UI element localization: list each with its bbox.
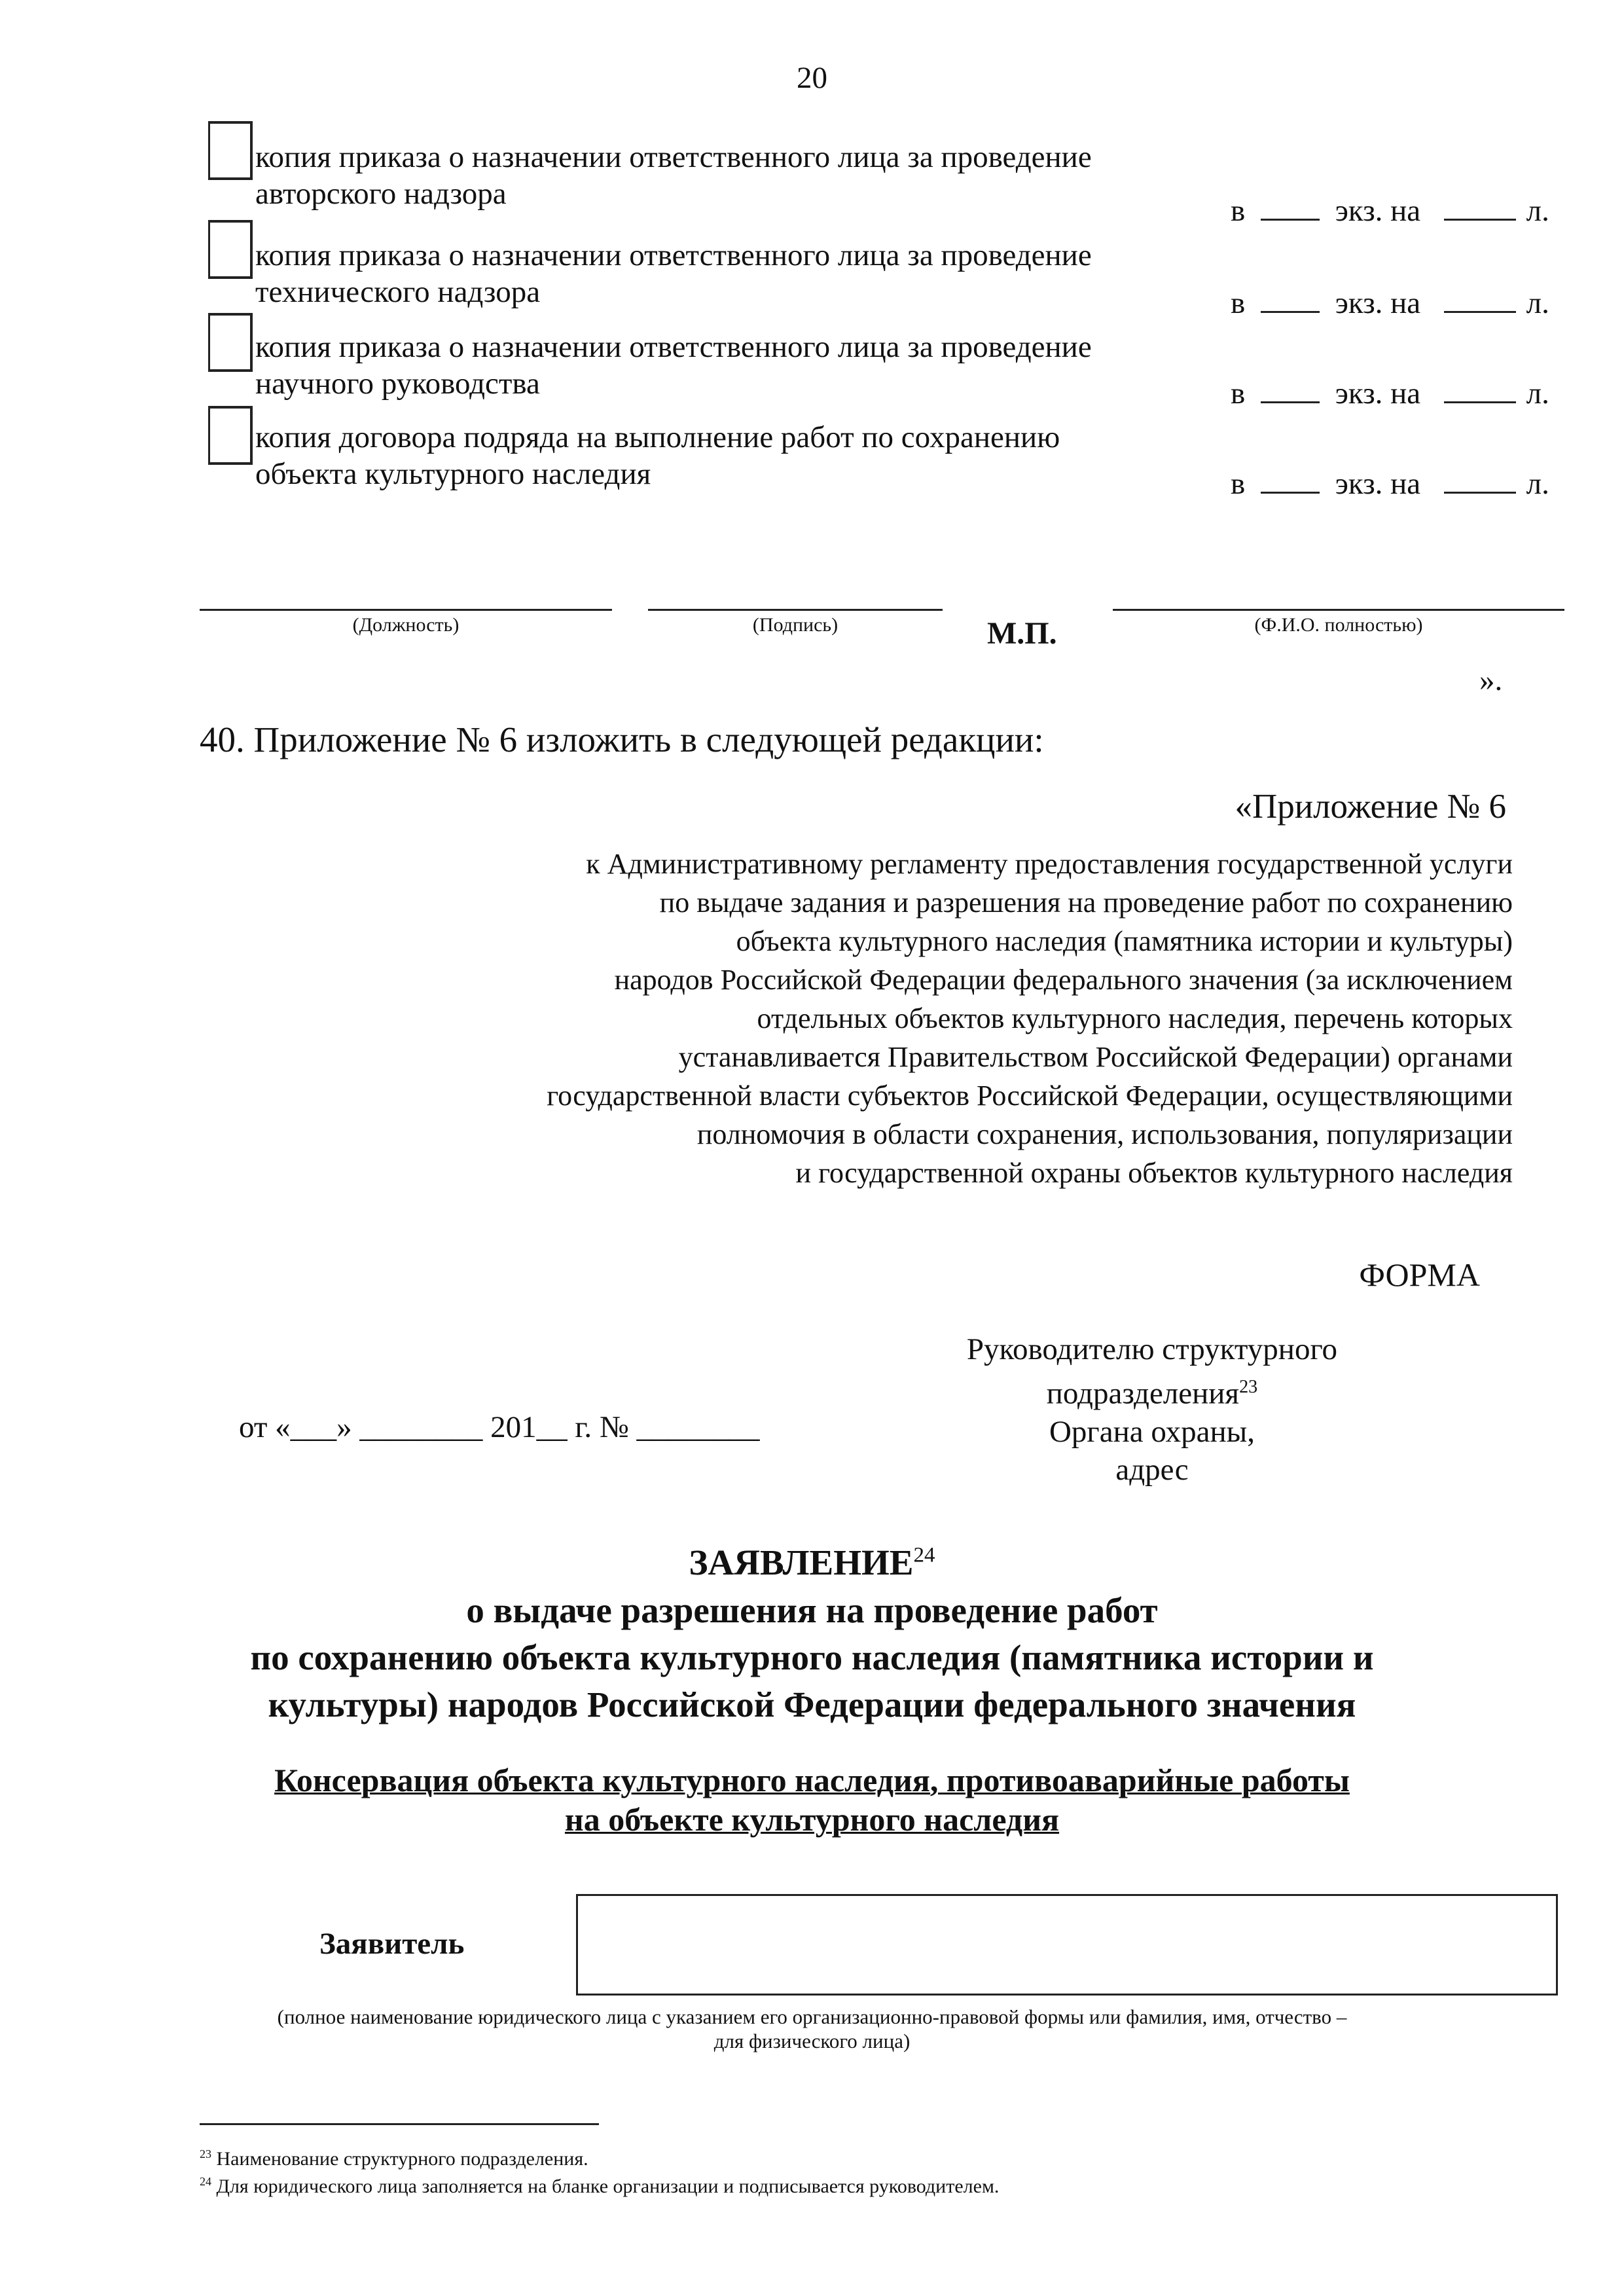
list-item <box>255 139 1204 212</box>
position-caption: (Должность) <box>352 614 460 636</box>
sheets-count-blank[interactable] <box>1444 218 1516 221</box>
sheets-count-blank[interactable] <box>1444 491 1516 494</box>
page-number: 20 <box>797 61 827 95</box>
date-number-line[interactable]: от «___» ________ 201__ г. № ________ <box>239 1410 760 1444</box>
applicant-hint: для физического лица) <box>713 2030 911 2052</box>
appendix-line: по выдаче задания и разрешения на проведение работ по сохранению <box>659 886 1513 919</box>
list-item-line: копия приказа о назначении ответственного лица за проведение <box>255 238 1092 272</box>
statement-title: ЗАЯВЛЕНИЕ$^{24}$ <box>689 1542 935 1582</box>
checkbox-contract-copy[interactable] <box>208 406 253 465</box>
footnote: $^{24}$ Для юридического лица заполняется на бланке организации и подписывается руководителем. <box>200 2175 1000 2197</box>
list-item-line: технического надзора <box>255 275 541 309</box>
applicant-input[interactable] <box>576 1894 1558 1995</box>
footnote-ref[interactable]: 23 <box>1239 1377 1258 1397</box>
list-item-line: копия договора подряда на выполнение работ по сохранению <box>255 420 1060 454</box>
checkbox-technical-supervision[interactable] <box>208 220 253 279</box>
full-name-caption: (Ф.И.О. полностью) <box>1254 614 1423 636</box>
work-type-heading: Консервация объекта культурного наследия, противоаварийные работы <box>274 1762 1350 1798</box>
full-name-line[interactable] <box>1113 609 1564 611</box>
list-item <box>255 419 1204 492</box>
copies-count-blank[interactable] <box>1261 401 1320 403</box>
statement-line: о выдаче разрешения на проведение работ <box>466 1590 1158 1630</box>
checkbox-author-supervision[interactable] <box>208 121 253 180</box>
appendix-title: «Приложение № 6 <box>1235 788 1506 826</box>
signature-line[interactable] <box>648 609 943 611</box>
addressee-line: подразделения$^{23}$ <box>1046 1376 1258 1411</box>
appendix-line: народов Российской Федерации федерального значения (за исключением <box>614 964 1513 996</box>
appendix-description <box>547 845 1513 1192</box>
copies-count-blank[interactable] <box>1261 491 1320 494</box>
appendix-line: объекта культурного наследия (памятника истории и культуры) <box>736 925 1513 957</box>
paragraph-40: 40. Приложение № 6 изложить в следующей редакции: <box>200 720 1044 759</box>
list-item-line: копия приказа о назначении ответственного лица за проведение <box>255 140 1092 174</box>
closing-quote: ». <box>1479 663 1503 697</box>
stamp-label: М.П. <box>987 616 1057 651</box>
list-item-line: объекта культурного наследия <box>255 457 651 491</box>
statement-line: культуры) народов Российской Федерации федерального значения <box>268 1685 1356 1724</box>
addressee-line: Органа охраны, <box>1049 1414 1255 1449</box>
sheets-count-blank[interactable] <box>1444 401 1516 403</box>
copies-field: в экз. на л. <box>1231 286 1549 320</box>
appendix-line: полномочия в области сохранения, использования, популяризации <box>696 1118 1513 1150</box>
form-label: ФОРМА <box>1359 1256 1480 1293</box>
list-item-line: научного руководства <box>255 367 540 401</box>
signature-caption: (Подпись) <box>752 614 839 636</box>
copies-count-blank[interactable] <box>1261 218 1320 221</box>
footnote: $^{23}$ Наименование структурного подразделения. <box>200 2147 588 2170</box>
list-item <box>255 329 1204 402</box>
copies-field: в экз. на л. <box>1231 467 1549 501</box>
addressee-line: адрес <box>1115 1452 1189 1487</box>
list-item-line: авторского надзора <box>255 177 507 211</box>
appendix-line: государственной власти субъектов Российской Федерации, осуществляющими <box>547 1080 1513 1112</box>
applicant-label: Заявитель <box>319 1927 465 1961</box>
addressee-line: Руководителю структурного <box>966 1332 1338 1366</box>
footnote-ref[interactable]: 24 <box>913 1543 935 1567</box>
addressee-block <box>890 1330 1414 1489</box>
position-line[interactable] <box>200 609 612 611</box>
appendix-line: устанавливается Правительством Российской Федерации) органами <box>678 1041 1513 1073</box>
checkbox-scientific-supervision[interactable] <box>208 313 253 372</box>
statement-line: по сохранению объекта культурного наследия (памятника истории и <box>250 1637 1374 1677</box>
list-item-line: копия приказа о назначении ответственного лица за проведение <box>255 330 1092 364</box>
list-item <box>255 237 1204 310</box>
copies-field: в экз. на л. <box>1231 194 1549 228</box>
copies-count-blank[interactable] <box>1261 310 1320 313</box>
appendix-line: и государственной охраны объектов культурного наследия <box>795 1157 1513 1189</box>
work-type-heading: на объекте культурного наследия <box>564 1801 1060 1838</box>
footnote-separator <box>200 2123 599 2125</box>
appendix-line: к Административному регламенту предоставления государственной услуги <box>586 848 1513 880</box>
appendix-line: отдельных объектов культурного наследия, перечень которых <box>757 1002 1513 1034</box>
copies-field: в экз. на л. <box>1231 376 1549 410</box>
applicant-hint: (полное наименование юридического лица с указанием его организационно-правовой формы или фамилия, имя, отчество – <box>277 2005 1347 2028</box>
sheets-count-blank[interactable] <box>1444 310 1516 313</box>
